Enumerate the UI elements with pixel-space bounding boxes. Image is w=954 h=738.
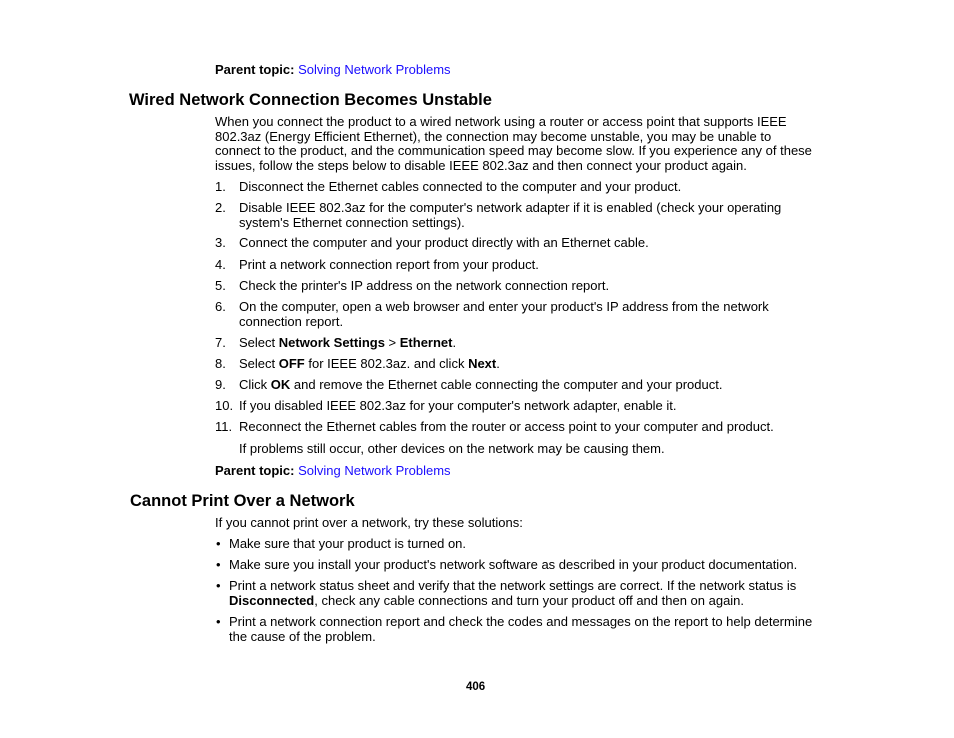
step-text: If you disabled IEEE 802.3az for your computer's network adapter, enable it. xyxy=(239,398,677,413)
step-text: Disconnect the Ethernet cables connected to the computer and your product. xyxy=(239,179,682,194)
bullet-text: Print a network status sheet and verify that the network settings are correct. If the network status is xyxy=(229,578,797,593)
parent-topic-middle xyxy=(215,463,451,478)
step-note: If problems still occur, other devices on the network may be causing them. xyxy=(239,441,665,456)
step-number: 6. xyxy=(215,299,226,314)
bullet-text: Print a network connection report and check the codes and messages on the report to help determine xyxy=(229,614,813,629)
status-disconnected: Disconnected xyxy=(229,592,315,608)
step-number: 1. xyxy=(215,179,226,194)
step-text: Connect the computer and your product directly with an Ethernet cable. xyxy=(239,235,649,250)
bullet-text: the cause of the problem. xyxy=(229,628,376,644)
step-text: Check the printer's IP address on the network connection report. xyxy=(239,278,610,293)
step-text: Disable IEEE 802.3az for the computer's network adapter if it is enabled (check your operating xyxy=(239,200,782,215)
step-text: Select OFF for IEEE 802.3az. and click Next. xyxy=(239,356,500,371)
intro-line: 802.3az (Energy Efficient Ethernet), the connection may become unstable, you may be unable to xyxy=(215,128,772,144)
step-text: system's Ethernet connection settings). xyxy=(239,214,465,230)
option-ok: OK xyxy=(270,377,291,392)
bullet-icon: • xyxy=(216,614,221,629)
intro-line: connect to the product, and the communication speed may become slow. If you experience any of these xyxy=(215,143,812,159)
step-number: 8. xyxy=(215,356,226,371)
intro-line: issues, follow the steps below to disable IEEE 802.3az and then connect your product again. xyxy=(215,157,747,173)
step-number: 4. xyxy=(215,257,226,272)
step-number: 11. xyxy=(215,419,233,434)
bullet-icon: • xyxy=(216,536,221,551)
step-text: Print a network connection report from your product. xyxy=(239,257,539,272)
section-intro-cannot-print: If you cannot print over a network, try these solutions: xyxy=(215,515,523,530)
parent-topic-link[interactable]: Solving Network Problems xyxy=(298,463,451,478)
step-text: Reconnect the Ethernet cables from the router or access point to your computer and product. xyxy=(239,419,774,434)
section-intro-wired-network xyxy=(215,115,812,173)
step-text: Select Network Settings > Ethernet. xyxy=(239,335,457,350)
bullet-icon: • xyxy=(216,578,221,593)
bullet-icon: • xyxy=(216,557,221,572)
parent-topic-label: Parent topic: xyxy=(215,62,295,77)
section-heading-cannot-print: Cannot Print Over a Network xyxy=(130,492,355,510)
step-text: On the computer, open a web browser and enter your product's IP address from the network xyxy=(239,299,769,314)
step-number: 3. xyxy=(215,235,226,250)
bullet-text: Make sure you install your product's network software as described in your product documentation. xyxy=(229,557,798,572)
step-number: 9. xyxy=(215,377,226,392)
page-number: 406 xyxy=(466,681,486,693)
bullet-text: Make sure that your product is turned on. xyxy=(229,536,467,551)
step-text: connection report. xyxy=(239,313,344,329)
menu-ethernet: Ethernet xyxy=(399,335,453,350)
bullet-text: Disconnected, check any cable connections and turn your product off and then on again. xyxy=(229,592,745,608)
section-heading-wired-network: Wired Network Connection Becomes Unstable xyxy=(129,91,492,109)
intro-line: When you connect the product to a wired network using a router or access point that supports IEEE xyxy=(215,114,787,129)
menu-network-settings: Network Settings xyxy=(278,335,385,350)
step-number: 5. xyxy=(215,278,226,293)
parent-topic-top xyxy=(215,62,451,77)
option-off: OFF xyxy=(278,356,305,371)
step-number: 7. xyxy=(215,335,226,350)
parent-topic-label: Parent topic: xyxy=(215,463,295,478)
option-next: Next xyxy=(468,356,497,371)
step-number: 2. xyxy=(215,200,226,215)
step-text: Click OK and remove the Ethernet cable connecting the computer and your product. xyxy=(239,377,723,392)
parent-topic-link[interactable]: Solving Network Problems xyxy=(298,62,451,77)
step-number: 10. xyxy=(215,398,234,413)
